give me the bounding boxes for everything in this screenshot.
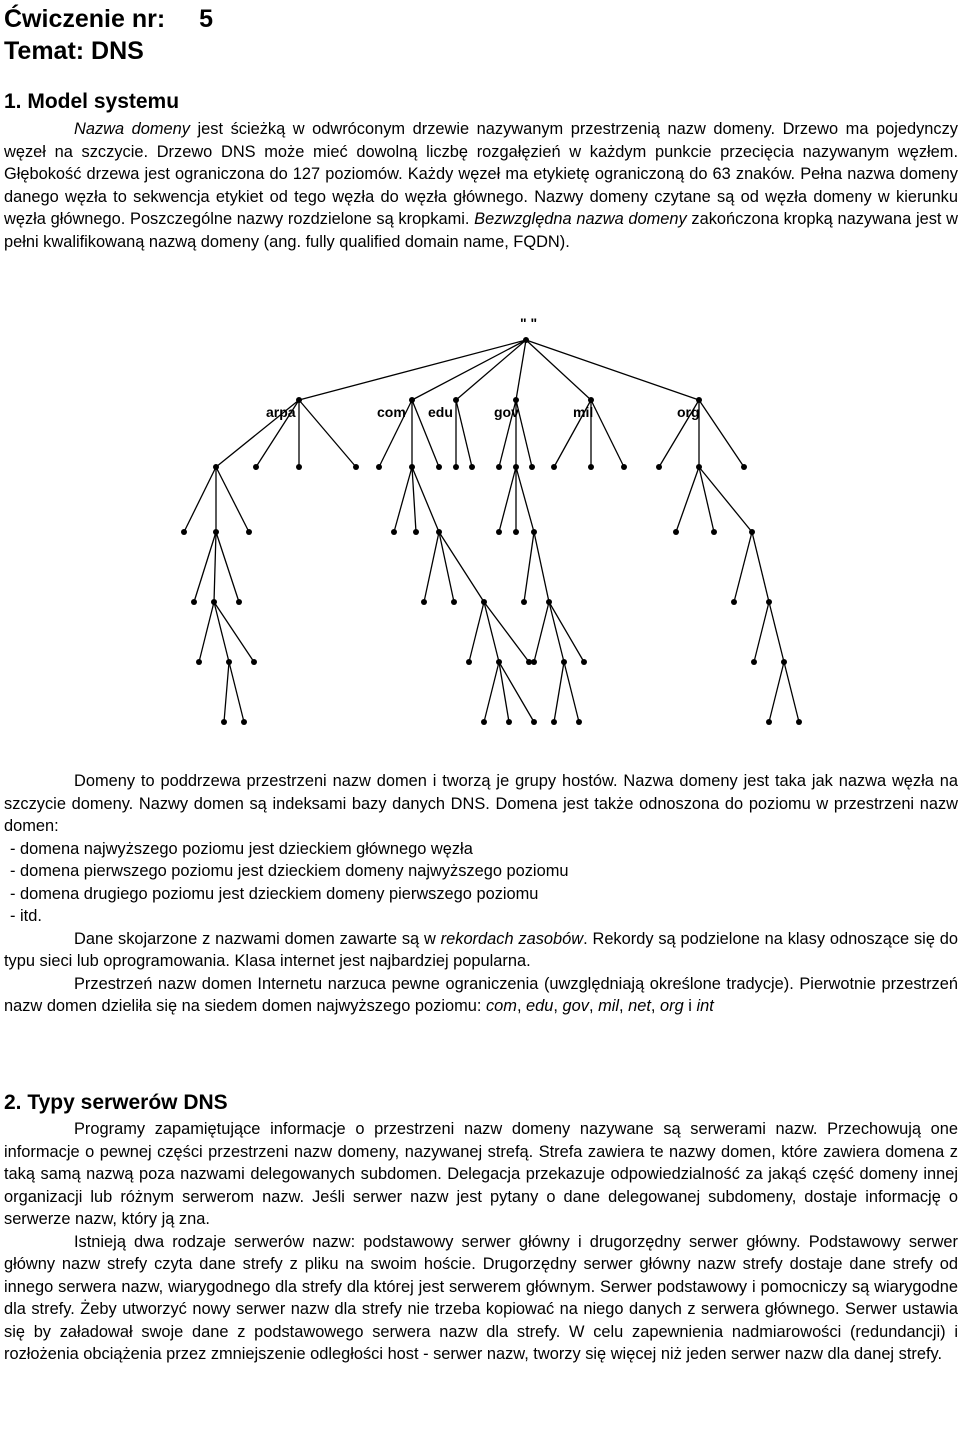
tree-node: [531, 659, 537, 665]
tree-node: [513, 464, 519, 470]
tree-edge: [769, 602, 784, 662]
tree-node: [696, 464, 702, 470]
tree-node: [496, 659, 502, 665]
tree-edge: [184, 467, 216, 532]
tree-node: [353, 464, 359, 470]
tree-node: [181, 529, 187, 535]
tree-node: [409, 464, 415, 470]
tree-edge: [516, 340, 526, 400]
tree-tld-label-edu: edu: [428, 404, 453, 420]
term-absolute-name: Bezwzględna nazwa domeny: [474, 210, 687, 228]
list-item: - itd.: [10, 907, 42, 925]
section1-continuation: [4, 770, 958, 1018]
tree-node: [656, 464, 662, 470]
tree-edge: [524, 532, 534, 602]
tree-edge: [299, 400, 356, 467]
section2-paragraph2: Istnieją dwa rodzaje serwerów nazw: podstawowy serwer główny i drugorzędny serwer główny. Podstawowy serwer główny nazw strefy czyta dane strefy z pliku na swoim hoście. Drugorzędny serwer główny nazw strefy dostaje dane strefy od innego serwera nazw, wiarygodnego dla strefy dla której jest serwerem głównym. Serwer podstawowy i pomocniczy są wiarygodne dla strefy. Żeby utworzyć nowy serwer nazw dla strefy nie trzeba kopiować na niego danych z serwera głównego. Serwer ustawia się by załadował swoje dane z podstawowego serwera nazw dla strefy. W celu zapewnienia nadmiarowości (redundancji) i rozłożenia obciążenia przez zmniejszenie odległości host - serwer nazw, tworzy się więcej niż jeden serwer nazw dla danej strefy.: [4, 1232, 958, 1363]
para1-text1: jest ścieżką w odwróconym drzewie nazywanym przestrzenią nazw domeny. Drzewo ma pojedynczy węzeł na szczycie. Drzewo DNS może mieć dowolną liczbę rozgałęzień w każdym punkcie przecięcia nazywanym węzłem. Głębokość drzewa jest ograniczona do 127 poziomów. Każdy węzeł ma etykietę ograniczoną do 63 znaków. Pełna nazwa domeny danego węzła to sekwencja etykiet od tego węzła do węzła głównego. Nazwy domeny czytane są od węzła domeny w kierunku węzła głównego. Poszczególne nazwy rozdzielone są kropkami.: [4, 120, 958, 228]
tree-node: [251, 659, 257, 665]
tree-node: [236, 599, 242, 605]
separator: ,: [619, 997, 629, 1015]
exercise-number: 5: [199, 5, 214, 33]
section1-paragraph3: [4, 928, 958, 973]
tree-edge: [549, 602, 564, 662]
tld-net: net: [628, 997, 651, 1015]
tree-tld-label-gov: gov: [494, 404, 519, 420]
tree-node: [731, 599, 737, 605]
tree-node: [749, 529, 755, 535]
tree-edge: [394, 467, 412, 532]
tree-node: [551, 464, 557, 470]
tree-node: [213, 464, 219, 470]
tree-edge: [484, 602, 529, 662]
tree-tld-label-org: org: [677, 404, 700, 420]
list-item: - domena pierwszego poziomu jest dzieckiem domeny najwyższego poziomu: [10, 862, 569, 880]
tree-edge: [769, 662, 784, 722]
tree-edge: [534, 532, 549, 602]
tree-edge: [214, 532, 216, 602]
tld-org: org: [660, 997, 684, 1015]
separator: ,: [650, 997, 661, 1015]
tree-node: [546, 599, 552, 605]
separator: ,: [553, 997, 563, 1015]
separator: i: [683, 997, 697, 1015]
tree-node: [391, 529, 397, 535]
tree-node: [213, 529, 219, 535]
tree-edge: [412, 340, 526, 400]
tree-node: [513, 529, 519, 535]
tree-edge: [526, 340, 591, 400]
tree-node: [588, 397, 594, 403]
section1-paragraph4: [4, 973, 958, 1018]
tree-node: [741, 464, 747, 470]
tld-gov: gov: [562, 997, 589, 1015]
section2-paragraph1: Programy zapamiętujące informacje o przestrzeni nazw domeny nazywane są serwerami nazw. Przechowują one informacje o pewnej części przestrzeni nazw domeny, nazywanej strefą. Strefa zawiera te nazwy domen, które zawiera domena z taką samą nazwą poza nazwami delegowanych subdomen. Delegacja przekazuje odpowiedzialność za jakąś część domeny innej organizacji lub różnym serwerom nazw. Jeśli serwer nazw jest pytany o dane delegowanej subdomeny, dostaje informację o serwerze nazw, który ją zna.: [4, 1120, 958, 1228]
tree-edge: [549, 602, 584, 662]
tree-node: [296, 397, 302, 403]
tree-node: [621, 464, 627, 470]
tree-node: [673, 529, 679, 535]
tree-edge: [424, 532, 439, 602]
tree-node: [531, 719, 537, 725]
tree-node: [523, 337, 529, 343]
tree-edge: [534, 602, 549, 662]
tree-node: [531, 529, 537, 535]
tree-edge: [564, 662, 579, 722]
tree-edge: [499, 467, 516, 532]
tree-node: [576, 719, 582, 725]
tree-node: [513, 397, 519, 403]
para1-text2: zakończona kropką nazywana jest w pełni kwalifikowaną nazwą domeny (ang. fully qualified domain name, FQDN).: [4, 210, 959, 251]
tree-node: [376, 464, 382, 470]
tree-edge: [699, 400, 744, 467]
tree-node: [436, 529, 442, 535]
tree-edge: [734, 532, 752, 602]
tree-node: [481, 719, 487, 725]
tree-node: [253, 464, 259, 470]
tree-edge: [752, 532, 769, 602]
tree-edge: [214, 602, 229, 662]
tree-node: [413, 529, 419, 535]
tree-edge: [516, 467, 534, 532]
tree-root-label: " ": [520, 315, 538, 331]
tree-node: [221, 719, 227, 725]
tree-node: [696, 397, 702, 403]
tree-edge: [439, 532, 484, 602]
domain-tree-diagram: [154, 292, 810, 752]
tree-edge: [214, 602, 254, 662]
tree-node: [506, 719, 512, 725]
tree-edge: [216, 467, 249, 532]
tree-node: [581, 659, 587, 665]
tree-edge: [194, 532, 216, 602]
tree-node: [453, 397, 459, 403]
tree-node: [766, 719, 772, 725]
tree-tld-label-com: com: [377, 404, 406, 420]
tree-edge: [554, 662, 564, 722]
tree-edge: [591, 400, 624, 467]
tree-node: [551, 719, 557, 725]
tld-edu: edu: [526, 997, 554, 1015]
tree-edge: [526, 340, 699, 400]
tree-edge: [676, 467, 699, 532]
tree-node: [529, 464, 535, 470]
tld-com: com: [485, 997, 517, 1015]
tree-edge: [224, 662, 229, 722]
para3-text2: . Rekordy są podzielone na klasy odnoszące się do typu sieci lub oprogramowania. Klasa internet jest najbardziej popularna.: [4, 929, 959, 970]
term-resource-records: rekordach zasobów: [440, 929, 584, 948]
tree-node: [191, 599, 197, 605]
tree-node: [766, 599, 772, 605]
tld-mil: mil: [598, 997, 619, 1015]
para3-text1: Dane skojarzone z nazwami domen zawarte są w: [74, 929, 441, 948]
tree-node: [561, 659, 567, 665]
tree-edge: [484, 662, 499, 722]
tree-node: [796, 719, 802, 725]
tree-edge: [199, 602, 214, 662]
tree-node: [469, 464, 475, 470]
exercise-number-line: [4, 4, 213, 34]
tree-node: [226, 659, 232, 665]
tree-tld-label-mil: mil: [573, 404, 594, 420]
tree-node: [296, 464, 302, 470]
tree-node: [496, 529, 502, 535]
domain-level-list: [4, 838, 958, 928]
tree-edge: [784, 662, 799, 722]
tree-node: [453, 464, 459, 470]
term-domain-name: Nazwa domeny: [74, 120, 190, 138]
tree-node: [481, 599, 487, 605]
tree-edge: [754, 602, 769, 662]
tree-node: [588, 464, 594, 470]
section1-paragraph2: Domeny to poddrzewa przestrzeni nazw domen i tworzą je grupy hostów. Nazwa domeny jest taka jak nazwa węzła na szczycie domeny. Nazwy domen są indeksami bazy danych DNS. Domena jest także odnoszona do poziomu w przestrzeni nazw domen:: [4, 772, 958, 835]
tree-node: [436, 464, 442, 470]
tree-edge: [216, 532, 239, 602]
tree-edge: [229, 662, 244, 722]
tree-node: [751, 659, 757, 665]
separator: ,: [588, 997, 599, 1015]
tree-node: [196, 659, 202, 665]
section1-paragraph1: [4, 118, 958, 253]
section2-body: [4, 1118, 958, 1366]
tree-node: [496, 464, 502, 470]
tree-node: [409, 397, 415, 403]
tree-node: [711, 529, 717, 535]
para4-text1: Przestrzeń nazw domen Internetu narzuca pewne ograniczenia (uwzględniają określone tradycje). Pierwotnie przestrzeń nazw domen dzieliła się na siedem domen najwyższego poziomu:: [4, 974, 958, 1015]
tree-edge: [469, 602, 484, 662]
tree-node: [781, 659, 787, 665]
tree-node: [241, 719, 247, 725]
exercise-label: Ćwiczenie nr:: [4, 5, 166, 33]
tree-tld-label-arpa: arpa: [266, 404, 296, 420]
section1-heading: 1. Model systemu: [4, 90, 180, 113]
separator: ,: [516, 997, 527, 1015]
tree-node: [466, 659, 472, 665]
tree-edge: [456, 400, 472, 467]
tree-node: [246, 529, 252, 535]
topic-title: Temat: DNS: [4, 37, 144, 65]
section2-heading: 2. Typy serwerów DNS: [4, 1091, 228, 1114]
tree-node: [521, 599, 527, 605]
list-item: - domena drugiego poziomu jest dzieckiem domeny pierwszego poziomu: [10, 884, 539, 903]
tree-node: [421, 599, 427, 605]
tld-int: int: [696, 997, 714, 1015]
list-item: - domena najwyższego poziomu jest dzieckiem głównego węzła: [10, 839, 473, 858]
tree-node: [211, 599, 217, 605]
tree-node: [451, 599, 457, 605]
